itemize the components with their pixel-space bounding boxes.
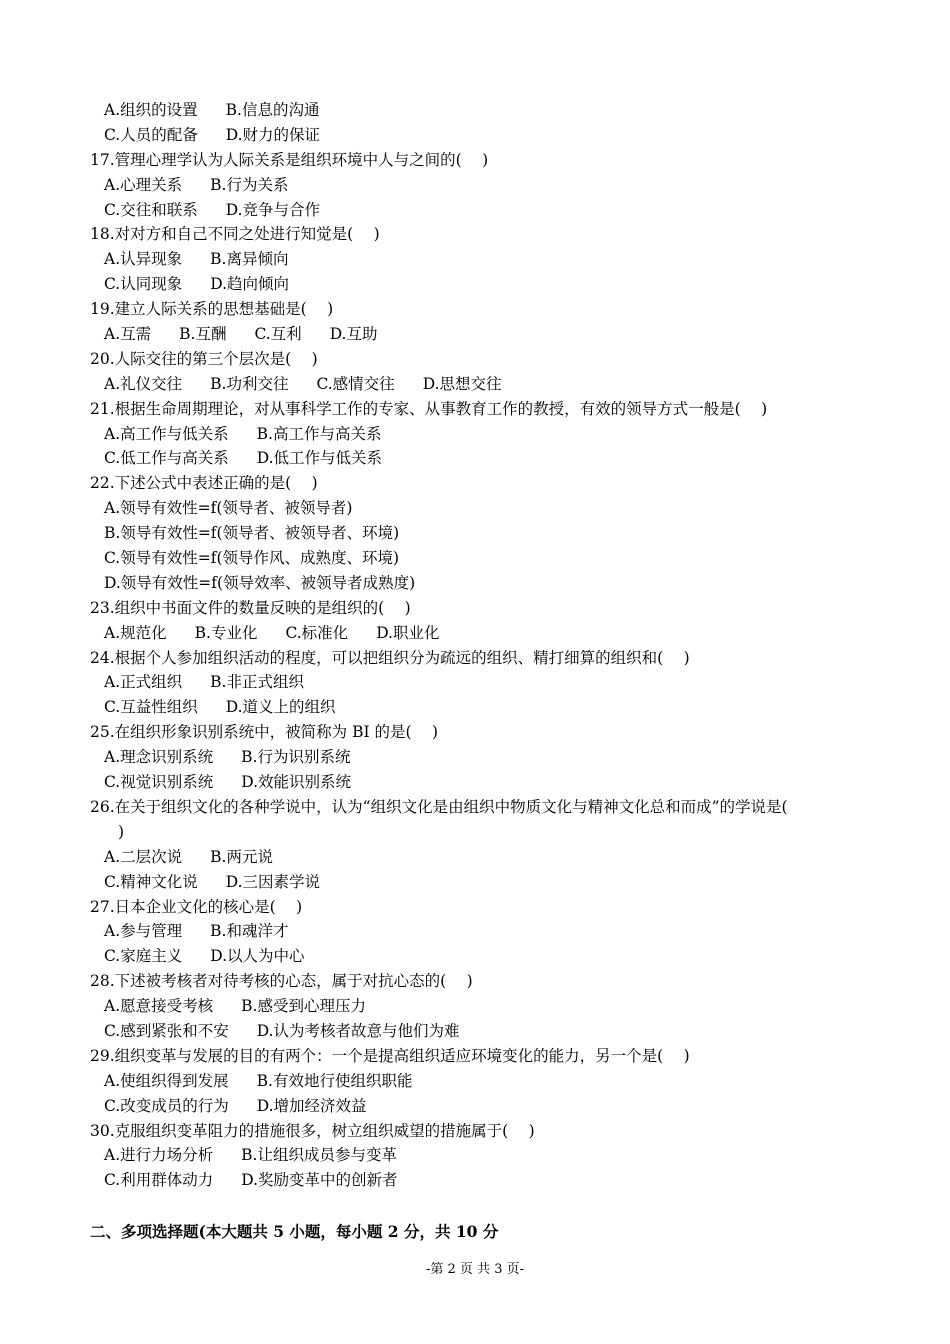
section-heading: 二、多项选择题(本大题共 5 小题，每小题 2 分，共 10 分 [90,1222,499,1241]
option: A.互需 [104,325,152,344]
option: C.认同现象 [104,275,183,294]
question-stem: 24.根据个人参加组织活动的程度，可以把组织分为疏远的组织、精打细算的组织和( ) [90,648,690,667]
option: B.和魂洋才 [210,922,289,941]
options-row [90,621,870,646]
options-row [90,571,870,596]
page-number-footer: -第 2 页 共 3 页- [426,1262,524,1277]
options-row [90,446,870,471]
options-row [90,994,870,1019]
option: B.离异倾向 [210,250,289,269]
options-row [90,123,870,148]
option: C.互利 [254,325,302,344]
options-row [90,1069,870,1094]
option: C.人员的配备 [104,125,198,144]
options-row [90,422,870,447]
option: A.高工作与低关系 [104,424,229,443]
option: B.两元说 [210,847,273,866]
option: A.愿意接受考核 [104,997,214,1016]
question-list [90,98,870,1193]
option: D.奖励变革中的创新者 [241,1171,398,1190]
option: D.领导有效性=f(领导效率、被领导者成熟度) [104,573,416,592]
options-row [90,372,870,397]
option: D.趋向倾向 [210,275,290,294]
option: D.以人为中心 [210,947,305,966]
option: A.参与管理 [104,922,183,941]
option: B.有效地行使组织职能 [256,1071,413,1090]
options-row [90,1143,870,1168]
option: B.功利交往 [210,374,289,393]
option: A.认异现象 [104,250,183,269]
option: A.二层次说 [104,847,183,866]
options-row [90,198,870,223]
question-stem: 17.管理心理学认为人际关系是组织环境中人与之间的( ) [90,150,489,169]
question-stem: 19.建立人际关系的思想基础是( ) [90,300,334,319]
option: D.增加经济效益 [256,1096,367,1115]
option: C.低工作与高关系 [104,449,229,468]
options-row [90,98,870,123]
option: B.专业化 [194,623,258,642]
options-row [90,770,870,795]
options-row [90,173,870,198]
option: B.行为关系 [210,175,289,194]
option: C.感到紧张和不安 [104,1021,229,1040]
option: B.感受到心理压力 [241,997,366,1016]
option: D.财力的保证 [225,125,321,144]
question-stem: 20.人际交往的第三个层次是( ) [90,349,318,368]
option: B.领导有效性=f(领导者、被领导者、环境) [104,524,400,543]
option: A.心理关系 [104,175,183,194]
option: A.领导有效性=f(领导者、被领导者) [104,499,353,518]
option: C.标准化 [285,623,349,642]
option: B.行为识别系统 [241,748,351,767]
option: C.利用群体动力 [104,1171,214,1190]
option: C.精神文化说 [104,872,198,891]
options-row [90,845,870,870]
option: A.使组织得到发展 [104,1071,229,1090]
options-row [90,272,870,297]
options-row [90,1019,870,1044]
option: A.组织的设置 [104,101,198,119]
option: A.理念识别系统 [104,748,214,767]
option: D.认为考核者故意与他们为难 [256,1021,460,1040]
question-stem: 21.根据生命周期理论，对从事科学工作的专家、从事教育工作的教授，有效的领导方式一般是( ) [90,399,768,418]
option: D.低工作与低关系 [256,449,383,468]
option: D.竞争与合作 [225,200,321,219]
options-row [90,322,870,347]
question-stem: 29.组织变革与发展的目的有两个：一个是提高组织适应环境变化的能力，另一个是( ) [90,1046,690,1065]
question-stem: 28.下述被考核者对待考核的心态，属于对抗心态的( ) [90,972,473,991]
option: D.思想交往 [422,374,502,393]
options-row [90,944,870,969]
option: D.效能识别系统 [241,773,352,792]
options-row [90,1168,870,1193]
question-stem: 25.在组织形象识别系统中，被简称为 BI 的是( ) [90,723,439,742]
option: B.互酬 [179,325,227,344]
question-stem: 27.日本企业文化的核心是( ) [90,897,303,916]
options-row [90,670,870,695]
option: B.高工作与高关系 [256,424,382,443]
option: D.职业化 [376,623,440,642]
option: A.规范化 [104,623,167,642]
option: C.家庭主义 [104,947,183,966]
question-stem: 30.克服组织变革阻力的措施很多，树立组织威望的措施属于( ) [90,1121,535,1140]
question-stem: 22.下述公式中表述正确的是( ) [90,474,318,493]
options-row [90,745,870,770]
options-row [90,919,870,944]
option: A.进行力场分析 [104,1146,214,1165]
option: C.领导有效性=f(领导作风、成熟度、环境) [104,549,400,568]
option: A.正式组织 [104,673,183,692]
option: C.互益性组织 [104,698,198,717]
options-row [90,546,870,571]
options-row [90,695,870,720]
option: D.道义上的组织 [225,698,336,717]
options-row [90,870,870,895]
option: C.交往和联系 [104,200,198,219]
option: B.让组织成员参与变革 [241,1146,397,1165]
option: D.互助 [329,325,378,344]
option: D.三因素学说 [225,872,321,891]
question-stem: 18.对对方和自己不同之处进行知觉是( ) [90,225,380,244]
question-stem: 26.在关于组织文化的各种学说中，认为“组织文化是由组织中物质文化与精神文化总和而成”的学说是( [90,797,788,816]
option: C.感情交往 [316,374,395,393]
question-stem: 23.组织中书面文件的数量反映的是组织的( ) [90,598,411,617]
options-row [90,496,870,521]
options-row [90,1094,870,1119]
option: A.礼仪交往 [104,374,183,393]
options-row [90,521,870,546]
option: B.非正式组织 [210,673,304,692]
option: C.视觉识别系统 [104,773,214,792]
options-row [90,247,870,272]
question-stem-continuation: ) [118,822,125,841]
option: B.信息的沟通 [225,101,320,119]
option: C.改变成员的行为 [104,1096,229,1115]
